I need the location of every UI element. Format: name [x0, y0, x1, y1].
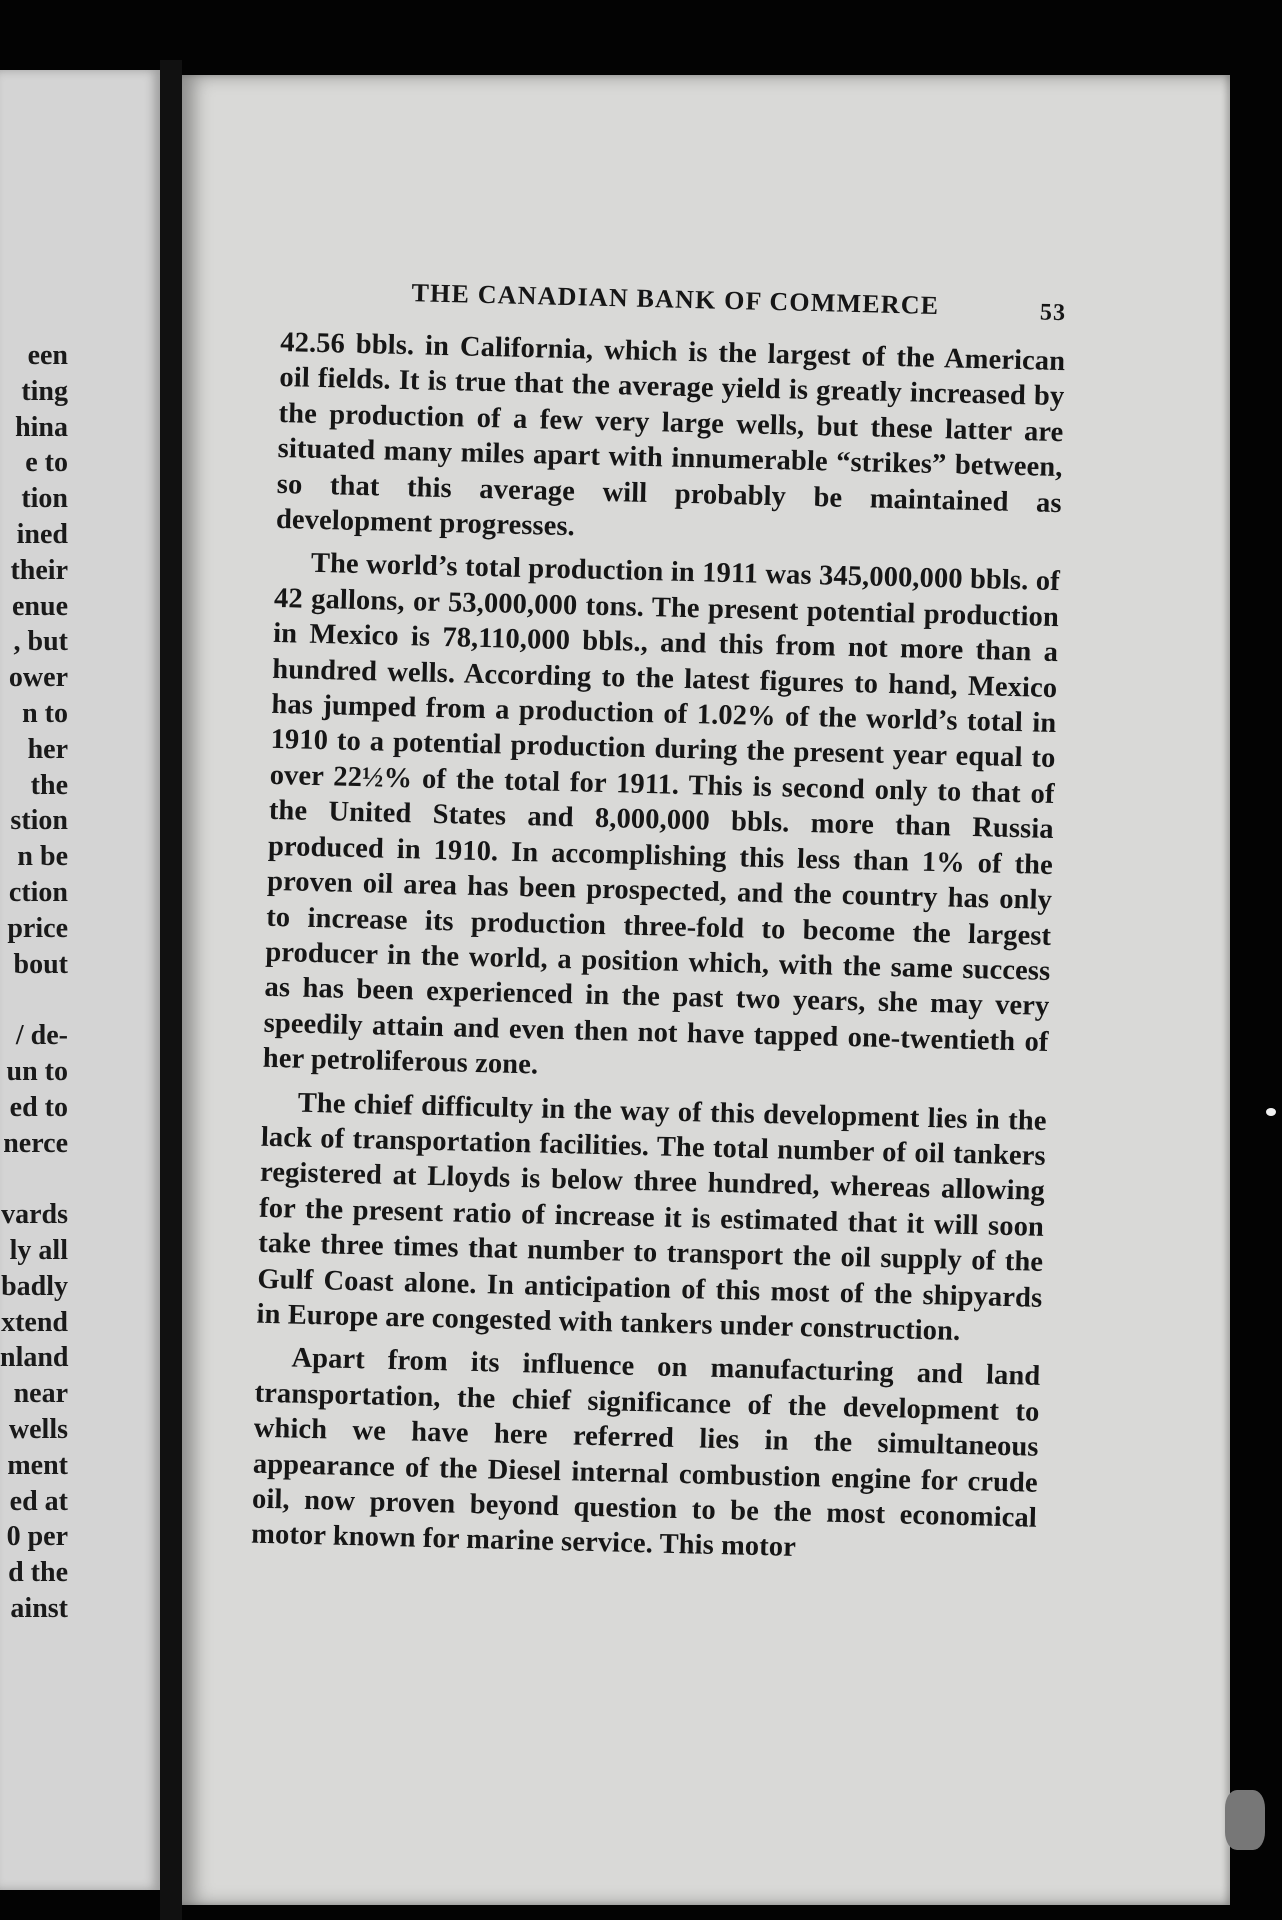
paragraph: 42.56 bbls. in California, which is the largest of the American oil fields. It is true that the average yield is greatly increased by the production of a few very large wells, but these latter are situated many miles apart with innumerable “strikes” between, so that this average will probably be maintained as development progresses.: [275, 326, 1066, 543]
paragraph: The world’s total production in 1911 was 345,000,000 bbls. of 42 gallons, or 53,000,000 tons. The present potential production in Mexico is 78,110,000 bbls., and this from not more than a hundred wells. According to the latest figures to hand, Mexico has jumped from a production of 1.02% of the world’s total in 1910 to a potential production during the present year equal to over 22½% of the total for 1911. This is second only to that of the United States and 8,000,000 bbls. more than Russia produced in 1910. In accomplishing this less than 1% of the proven oil area has been prospected, and the country has only to increase its production three-fold to become the largest producer in the world, a position which, with the same success as has been experienced in the past two years, she may very speedily attain and even then not have tapped one-twentieth of her petroliferous zone.: [262, 548, 1061, 1081]
previous-page-line: the: [30, 769, 68, 801]
previous-page-line: un to: [6, 1055, 68, 1087]
previous-page-line: her: [27, 733, 68, 765]
previous-page-line: their: [10, 554, 68, 586]
previous-page-line: e to: [25, 447, 68, 479]
previous-page-line: [0, 982, 68, 1018]
previous-page-line: nland: [0, 1342, 69, 1374]
scan-speck: [1266, 1108, 1276, 1116]
previous-page-line: , but: [13, 626, 68, 658]
previous-page-line: ting: [21, 375, 68, 407]
paragraph: Apart from its influence on manufacturing and land transportation, the chief significance of the development to which we have here referred lies in the simultaneous appearance of the Diesel internal combustion engine for crude oil, now proven beyond question to be the most economical motor known for marine service. This motor: [250, 1342, 1041, 1564]
previous-page-line: wells: [8, 1413, 68, 1445]
previous-page-line: n to: [22, 697, 68, 729]
scan-speck: [1225, 1790, 1265, 1850]
page-content: [251, 275, 1067, 1580]
previous-page-line: tion: [21, 483, 68, 515]
previous-page-line: stion: [10, 805, 68, 837]
previous-page-line: ined: [16, 518, 68, 550]
previous-page-line: een: [27, 340, 68, 371]
book-gutter: [160, 60, 182, 1920]
paragraph: The chief difficulty in the way of this development lies in the lack of transportation facilities. The total number of oil tankers registered at Lloyds is below three hundred, whereas allowing for the present ratio of increase it is estimated that it will soon take three times that number to transport the oil supply of the Gulf Coast alone. In anticipation of this most of the shipyards in Europe are congested with tankers under construction.: [256, 1087, 1047, 1347]
previous-page-fragment: [0, 70, 160, 1890]
previous-page-line: 0 per: [6, 1521, 68, 1553]
page-number: 53: [1039, 299, 1067, 327]
previous-page-line: ower: [8, 662, 68, 694]
previous-page-line: ction: [8, 876, 68, 908]
previous-page-line: near: [13, 1378, 68, 1410]
previous-page-line: bout: [13, 948, 68, 980]
previous-page-text: [0, 338, 68, 1627]
previous-page-line: ly all: [9, 1234, 68, 1266]
previous-page-line: hina: [15, 411, 68, 443]
running-head-title: THE CANADIAN BANK OF COMMERCE: [411, 278, 940, 321]
book-page: [182, 75, 1230, 1905]
previous-page-line: ainst: [10, 1592, 68, 1624]
previous-page-line: nerce: [3, 1127, 68, 1159]
previous-page-line: ed to: [9, 1091, 68, 1123]
previous-page-line: / de-: [15, 1020, 68, 1052]
previous-page-line: price: [7, 912, 68, 944]
previous-page-line: ed at: [9, 1485, 68, 1517]
previous-page-line: xtend: [1, 1306, 68, 1338]
previous-page-line: badly: [1, 1270, 68, 1302]
previous-page-line: n be: [17, 841, 68, 873]
previous-page-line: [0, 1161, 68, 1197]
previous-page-line: vards: [1, 1199, 68, 1231]
previous-page-line: enue: [12, 590, 68, 622]
previous-page-line: ment: [7, 1449, 68, 1481]
previous-page-line: d the: [8, 1557, 68, 1589]
